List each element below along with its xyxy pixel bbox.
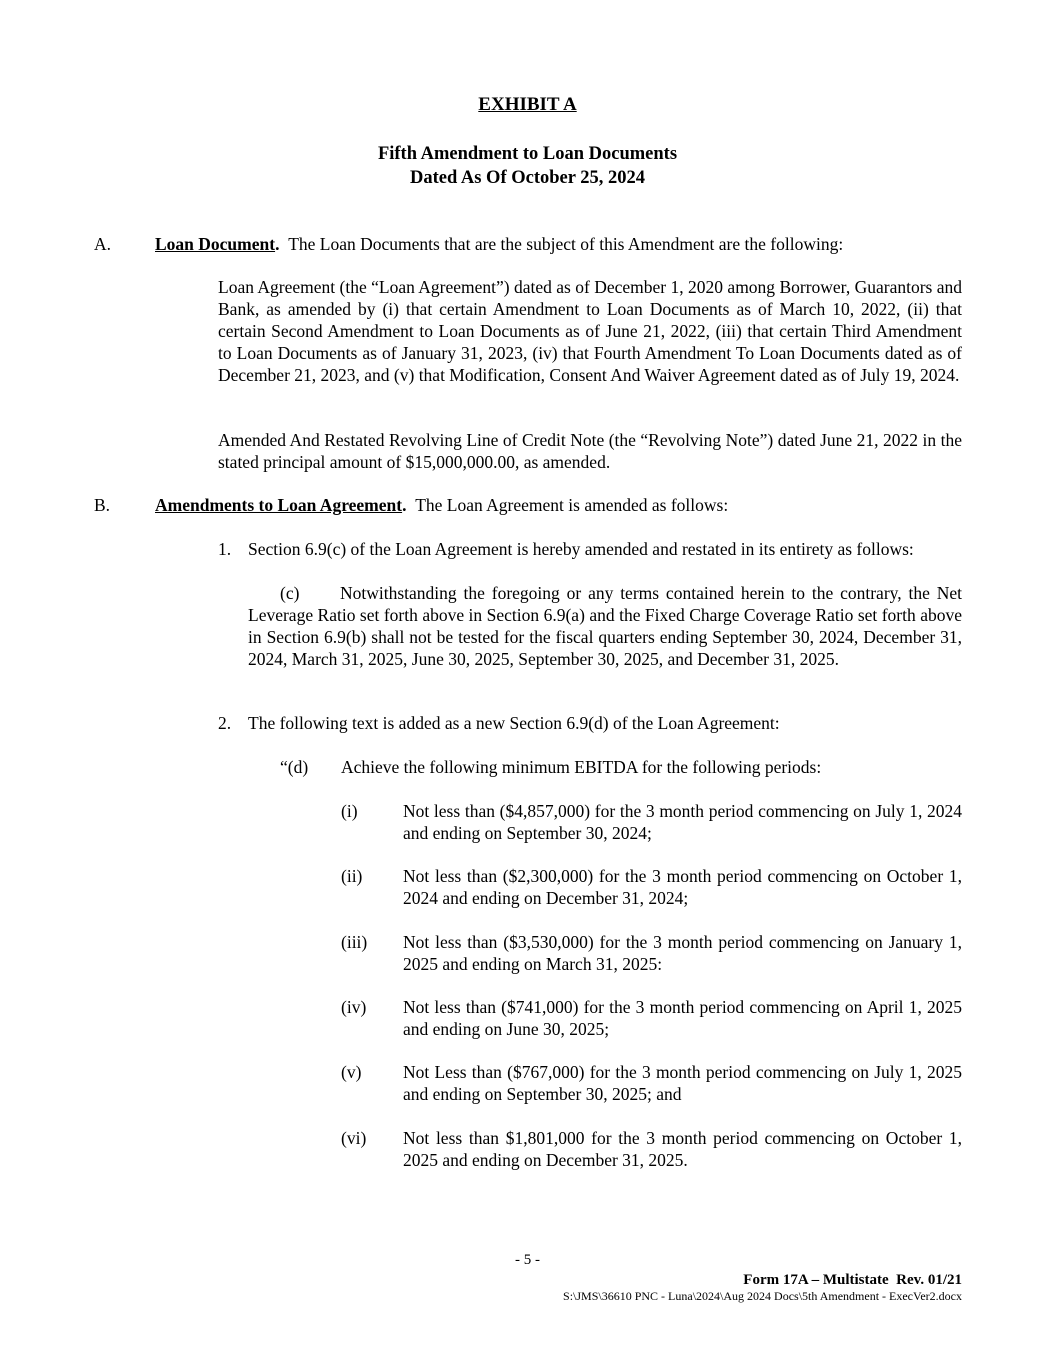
ebitda-item-number: (iv) [341, 997, 367, 1017]
ebitda-item-text: Not less than $1,801,000 for the 3 month period commencing on October 1, 2025 and ending on December 31, 2025. [403, 1128, 962, 1170]
section-6-9c-block [248, 582, 962, 670]
ebitda-item-text: Not less than ($2,300,000) for the 3 month period commencing on October 1, 2024 and ending on December 31, 2024; [403, 866, 962, 908]
section-b-intro: The Loan Agreement is amended as follows: [415, 495, 729, 515]
section-a-heading-period: . [275, 234, 280, 254]
section-b-heading-label: Amendments to Loan Agreement [155, 495, 403, 515]
ebitda-item-text: Not Less than ($767,000) for the 3 month period commencing on July 1, 2025 and ending on September 30, 2025; and [403, 1062, 962, 1104]
item-2-text: The following text is added as a new Section 6.9(d) of the Loan Agreement: [248, 713, 780, 733]
ebitda-item-text: Not less than ($741,000) for the 3 month period commencing on April 1, 2025 and ending on June 30, 2025; [403, 997, 962, 1039]
section-a-heading-label: Loan Document [155, 234, 276, 254]
ebitda-item-text: Not less than ($3,530,000) for the 3 month period commencing on January 1, 2025 and ending on March 31, 2025: [403, 932, 962, 974]
ebitda-item-text: Not less than ($4,857,000) for the 3 month period commencing on July 1, 2024 and ending on September 30, 2024; [403, 801, 962, 843]
section-6-9c-text: Notwithstanding the foregoing or any terms contained herein to the contrary, the Net Leverage Ratio set forth above in Section 6.9(a) and the Fixed Charge Coverage Ratio set forth above in Section 6.9(b) shall not be tested for the fiscal quarters ending September 30, 2024, December 31, 2024, March 31, 2025, June 30, 2025, September 30, 2025, and December 31, 2025. [248, 583, 962, 669]
ebitda-item-number: (v) [341, 1062, 362, 1082]
amendment-date: Dated As Of October 25, 2024 [410, 168, 645, 188]
file-path: S:\JMS\36610 PNC - Luna\2024\Aug 2024 Docs\5th Amendment - ExecVer2.docx [563, 1289, 962, 1303]
exhibit-title: EXHIBIT A [478, 94, 577, 115]
ebitda-item-number: (i) [341, 801, 358, 821]
section-6-9d-marker: “(d) [280, 757, 309, 777]
section-a-heading [155, 233, 843, 255]
ebitda-item-number: (iii) [341, 932, 368, 952]
section-6-9d-text: Achieve the following minimum EBITDA for the following periods: [341, 757, 822, 777]
form-label: Form 17A – Multistate Rev. 01/21 [743, 1272, 962, 1288]
page-number: - 5 - [515, 1252, 540, 1268]
section-a-intro: The Loan Documents that are the subject of this Amendment are the following: [288, 234, 844, 254]
section-a-letter: A. [94, 234, 112, 254]
section-b-letter: B. [94, 495, 111, 515]
section-6-9c-marker: (c) [280, 583, 300, 603]
ebitda-item-number: (vi) [341, 1128, 367, 1148]
amendment-title: Fifth Amendment to Loan Documents [377, 144, 678, 164]
revolving-note-paragraph: Amended And Restated Revolving Line of Credit Note (the “Revolving Note”) dated June 21, 2022 in the stated principal amount of $15,000,000.00, as amended. [218, 430, 962, 472]
item-2-number: 2. [218, 713, 232, 733]
section-b-heading [155, 494, 728, 516]
loan-agreement-paragraph: Loan Agreement (the “Loan Agreement”) dated as of December 1, 2020 among Borrower, Guarantors and Bank, as amended by (i) that certain Amendment to Loan Documents as of March 10, 2022, (ii) that certain Second Amendment to Loan Documents as of June 21, 2022, (iii) that certain Third Amendment to Loan Documents as of January 31, 2023, (iv) that Fourth Amendment To Loan Documents dated as of December 21, 2023, and (v) that Modification, Consent And Waiver Agreement dated as of July 19, 2024. [218, 277, 962, 385]
item-1-number: 1. [218, 539, 232, 559]
ebitda-item-number: (ii) [341, 866, 363, 886]
section-b-heading-period: . [402, 495, 407, 515]
item-1-text: Section 6.9(c) of the Loan Agreement is hereby amended and restated in its entirety as follows: [248, 539, 914, 559]
